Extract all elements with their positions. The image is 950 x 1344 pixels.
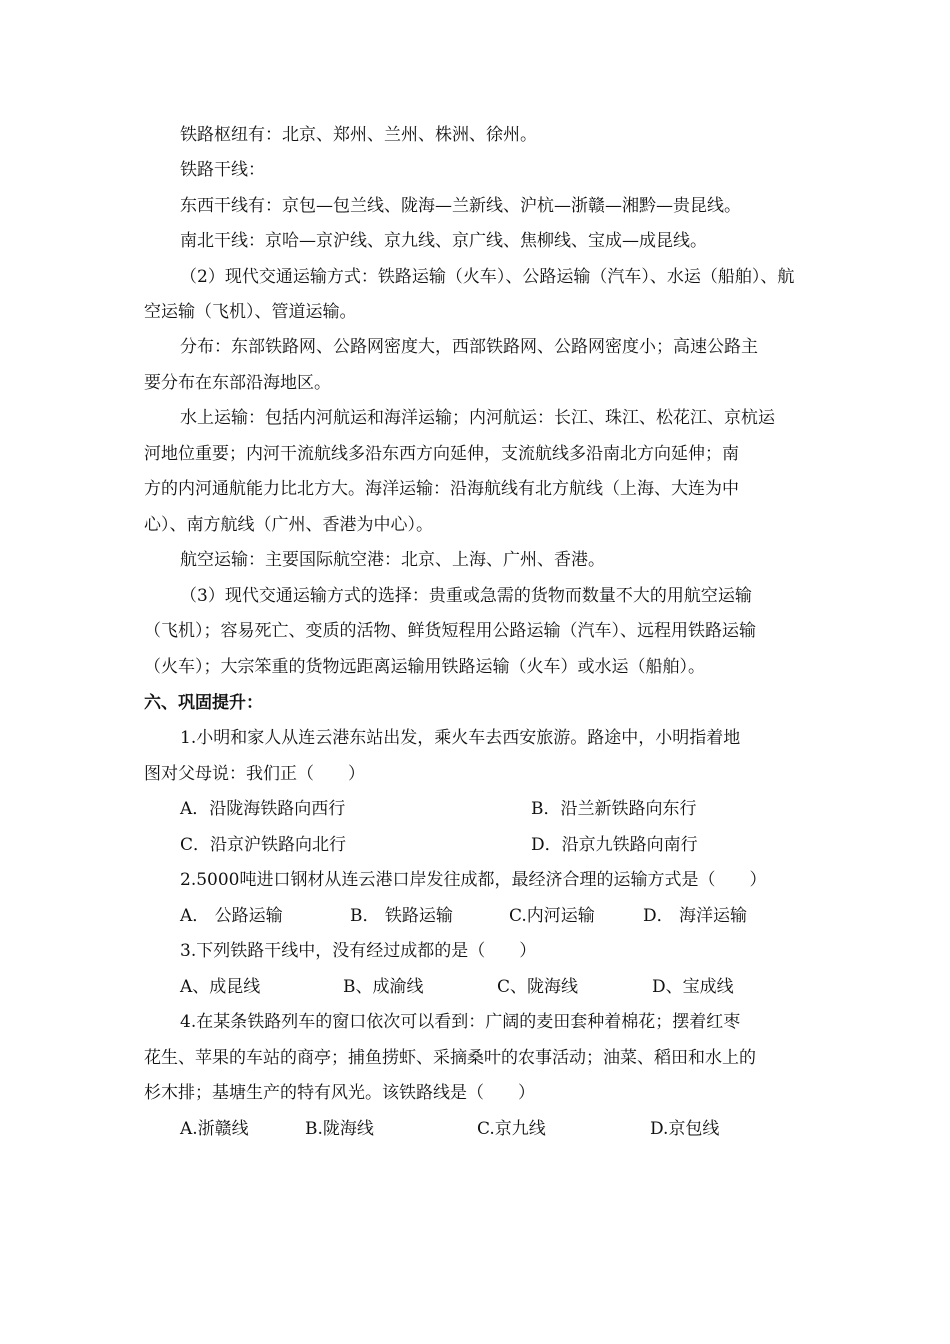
question-1-option-b: B．沿兰新铁路向东行: [531, 799, 697, 819]
question-4-stem-line-1: 4.在某条铁路列车的窗口依次可以看到：广阔的麦田套种着棉花；摆着红枣: [180, 1012, 741, 1032]
question-2-option-b: B． 铁路运输: [350, 906, 453, 926]
question-2-option-a: A． 公路运输: [180, 906, 283, 926]
question-1-option-c: C．沿京沪铁路向北行: [180, 835, 347, 855]
water-transport-line-1: 水上运输：包括内河航运和海洋运输；内河航运：长江、珠江、松花江、京杭运: [180, 408, 775, 428]
question-1-option-a: A．沿陇海铁路向西行: [180, 799, 346, 819]
north-south-lines: 南北干线：京哈—京沪线、京九线、京广线、焦柳线、宝成—成昆线。: [180, 231, 707, 251]
question-3-option-a: A、成昆线: [180, 977, 261, 997]
transport-modes-line-2: 空运输（飞机）、管道运输。: [144, 302, 357, 322]
mode-choice-line-3: （火车）；大宗笨重的货物远距离运输用铁路运输（火车）或水运（船舶）。: [144, 657, 705, 677]
water-transport-line-4: 心）、南方航线（广州、香港为中心）。: [144, 515, 433, 535]
east-west-lines: 东西干线有：京包—包兰线、陇海—兰新线、沪杭—浙赣—湘黔—贵昆线。: [180, 196, 741, 216]
question-2-option-d: D． 海洋运输: [643, 906, 748, 926]
distribution-line-1: 分布：东部铁路网、公路网密度大，西部铁路网、公路网密度小；高速公路主: [180, 337, 758, 357]
question-4-stem-line-2: 花生、苹果的车站的商亭；捕鱼捞虾、采摘桑叶的农事活动；油菜、稻田和水上的: [144, 1048, 756, 1068]
question-3-option-b: B、成渝线: [343, 977, 424, 997]
question-2-option-c: C.内河运输: [509, 906, 595, 926]
question-3-option-d: D、宝成线: [652, 977, 734, 997]
question-4-stem-line-3: 杉木排；基塘生产的特有风光。该铁路线是（ ）: [144, 1083, 535, 1103]
question-4-option-a: A.浙赣线: [180, 1119, 249, 1139]
question-1-option-d: D．沿京九铁路向南行: [531, 835, 698, 855]
distribution-line-2: 要分布在东部沿海地区。: [144, 373, 331, 393]
question-2-stem: 2.5000吨进口钢材从连云港口岸发往成都，最经济合理的运输方式是（ ）: [180, 870, 767, 890]
question-4-option-d: D.京包线: [650, 1119, 720, 1139]
question-1-stem-line-1: 1.小明和家人从连云港东站出发，乘火车去西安旅游。路途中，小明指着地: [180, 728, 741, 748]
section-title: 六、巩固提升：: [144, 693, 263, 713]
question-4-option-c: C.京九线: [477, 1119, 546, 1139]
question-3-stem: 3.下列铁路干线中，没有经过成都的是（ ）: [180, 941, 537, 961]
question-3-option-c: C、陇海线: [497, 977, 579, 997]
water-transport-line-3: 方的内河通航能力比北方大。海洋运输：沿海航线有北方航线（上海、大连为中: [144, 479, 739, 499]
mode-choice-line-1: （3）现代交通运输方式的选择：贵重或急需的货物而数量不大的用航空运输: [180, 586, 752, 606]
water-transport-line-2: 河地位重要；内河干流航线多沿东西方向延伸，支流航线多沿南北方向延伸；南: [144, 444, 739, 464]
question-1-stem-line-2: 图对父母说：我们正（ ）: [144, 764, 365, 784]
question-4-option-b: B.陇海线: [305, 1119, 374, 1139]
trunk-lines-heading: 铁路干线：: [180, 160, 265, 180]
railway-hubs-line: 铁路枢纽有：北京、郑州、兰州、株洲、徐州。: [180, 125, 537, 145]
mode-choice-line-2: （飞机）；容易死亡、变质的活物、鲜货短程用公路运输（汽车）、远程用铁路运输: [144, 621, 756, 641]
air-transport-line: 航空运输：主要国际航空港：北京、上海、广州、香港。: [180, 550, 605, 570]
transport-modes-line-1: （2）现代交通运输方式：铁路运输（火车）、公路运输（汽车）、水运（船舶）、航: [180, 267, 795, 287]
